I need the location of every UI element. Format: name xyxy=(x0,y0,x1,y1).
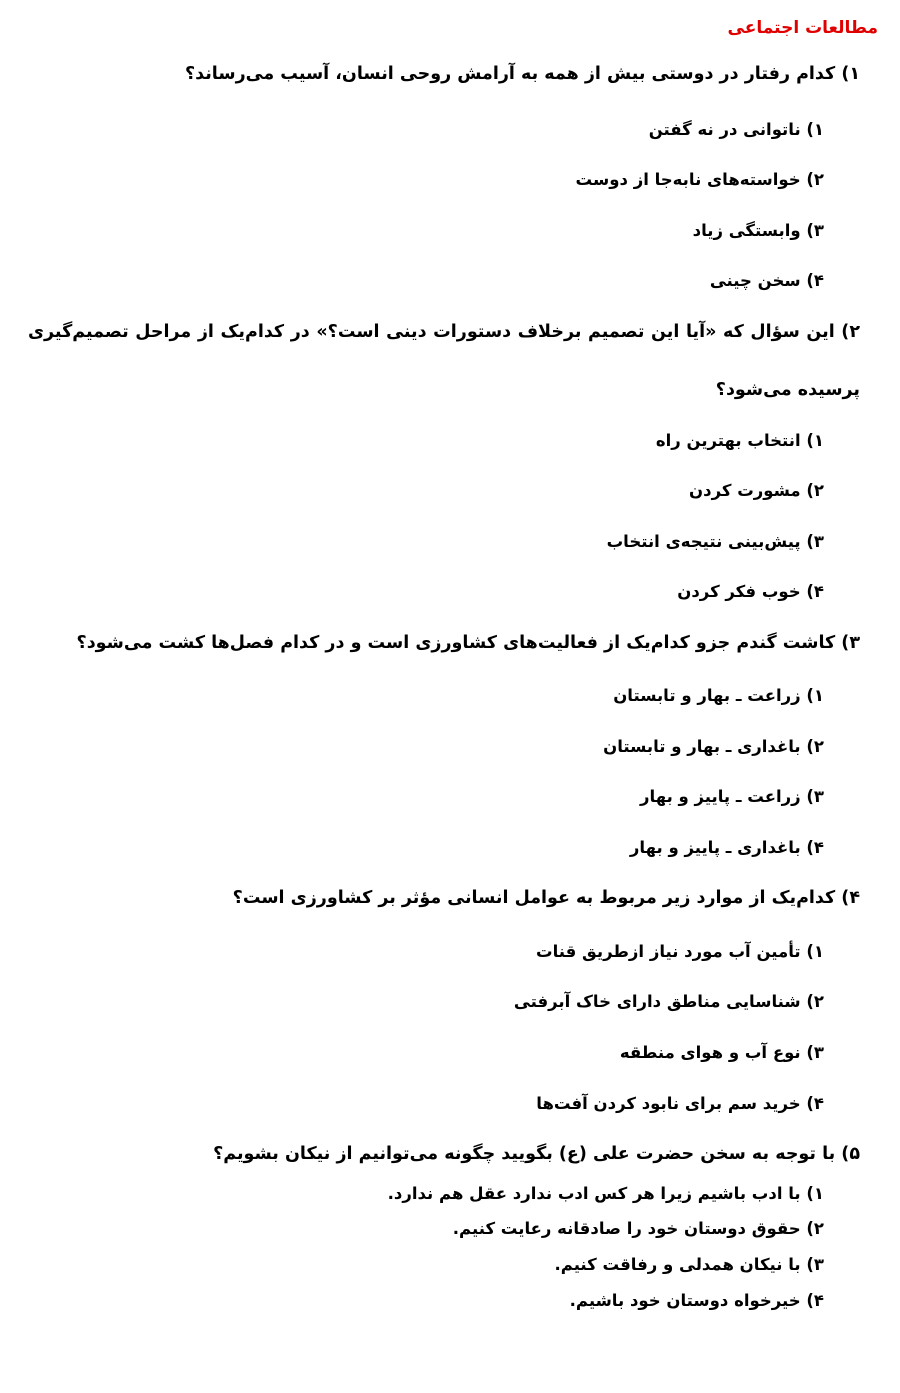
question-5-option-2: ۲) حقوق دوستان خود را صادقانه رعایت کنیم. xyxy=(452,1219,824,1238)
question-4-option-3: ۳) نوع آب و هوای منطقه xyxy=(619,1043,824,1062)
question-2-option-4: ۴) خوب فکر کردن xyxy=(677,582,824,601)
question-3-option-1: ۱) زراعت ـ بهار و تابستان xyxy=(613,686,824,705)
question-4-option-1: ۱) تأمین آب مورد نیاز ازطریق قنات xyxy=(535,942,824,961)
question-5-option-1: ۱) با ادب باشیم زیرا هر کس ادب ندارد عقل هم ندارد. xyxy=(387,1184,824,1203)
question-3-option-3: ۳) زراعت ـ پاییز و بهار xyxy=(640,787,824,806)
question-1-text: ۱) کدام رفتار در دوستی بیش از همه به آرامش روحی انسان، آسیب می‌رساند؟ xyxy=(184,64,860,84)
question-5-option-4: ۴) خیرخواه دوستان خود باشیم. xyxy=(569,1291,824,1310)
question-3-option-2: ۲) باغداری ـ بهار و تابستان xyxy=(603,737,824,756)
question-1-option-2: ۲) خواسته‌های نابه‌جا از دوست xyxy=(575,170,824,189)
question-4-text: ۴) کدام‌یک از موارد زیر مربوط به عوامل انسانی مؤثر بر کشاورزی است؟ xyxy=(232,888,860,908)
question-4-option-2: ۲) شناسایی مناطق دارای خاک آبرفتی xyxy=(513,992,824,1011)
subject-title: مطالعات اجتماعی xyxy=(727,18,878,38)
question-2-option-3: ۳) پیش‌بینی نتیجه‌ی انتخاب xyxy=(606,532,824,551)
question-3-text: ۳) کاشت گندم جزو کدام‌یک از فعالیت‌های کشاورزی است و در کدام فصل‌ها کشت می‌شود؟ xyxy=(76,633,860,653)
question-3-option-4: ۴) باغداری ـ پاییز و بهار xyxy=(629,838,824,857)
question-5-option-3: ۳) با نیکان همدلی و رفاقت کنیم. xyxy=(554,1255,824,1274)
question-4-option-4: ۴) خرید سم برای نابود کردن آفت‌ها xyxy=(536,1094,824,1113)
question-1-option-1: ۱) ناتوانی در نه گفتن xyxy=(648,120,824,139)
question-2-text: ۲) این سؤال که «آیا این تصمیم برخلاف دستورات دینی است؟» در کدام‌یک از مراحل تصمیم‌گیری پرسیده می‌شود؟ xyxy=(28,322,860,400)
question-2-option-2: ۲) مشورت کردن xyxy=(689,481,824,500)
question-1-option-3: ۳) وابستگی زیاد xyxy=(692,221,824,240)
question-5-text: ۵) با توجه به سخن حضرت علی (ع) بگویید چگونه می‌توانیم از نیکان بشویم؟ xyxy=(213,1144,860,1164)
question-2-option-1: ۱) انتخاب بهترین راه xyxy=(655,431,824,450)
question-1-option-4: ۴) سخن چینی xyxy=(709,271,824,290)
